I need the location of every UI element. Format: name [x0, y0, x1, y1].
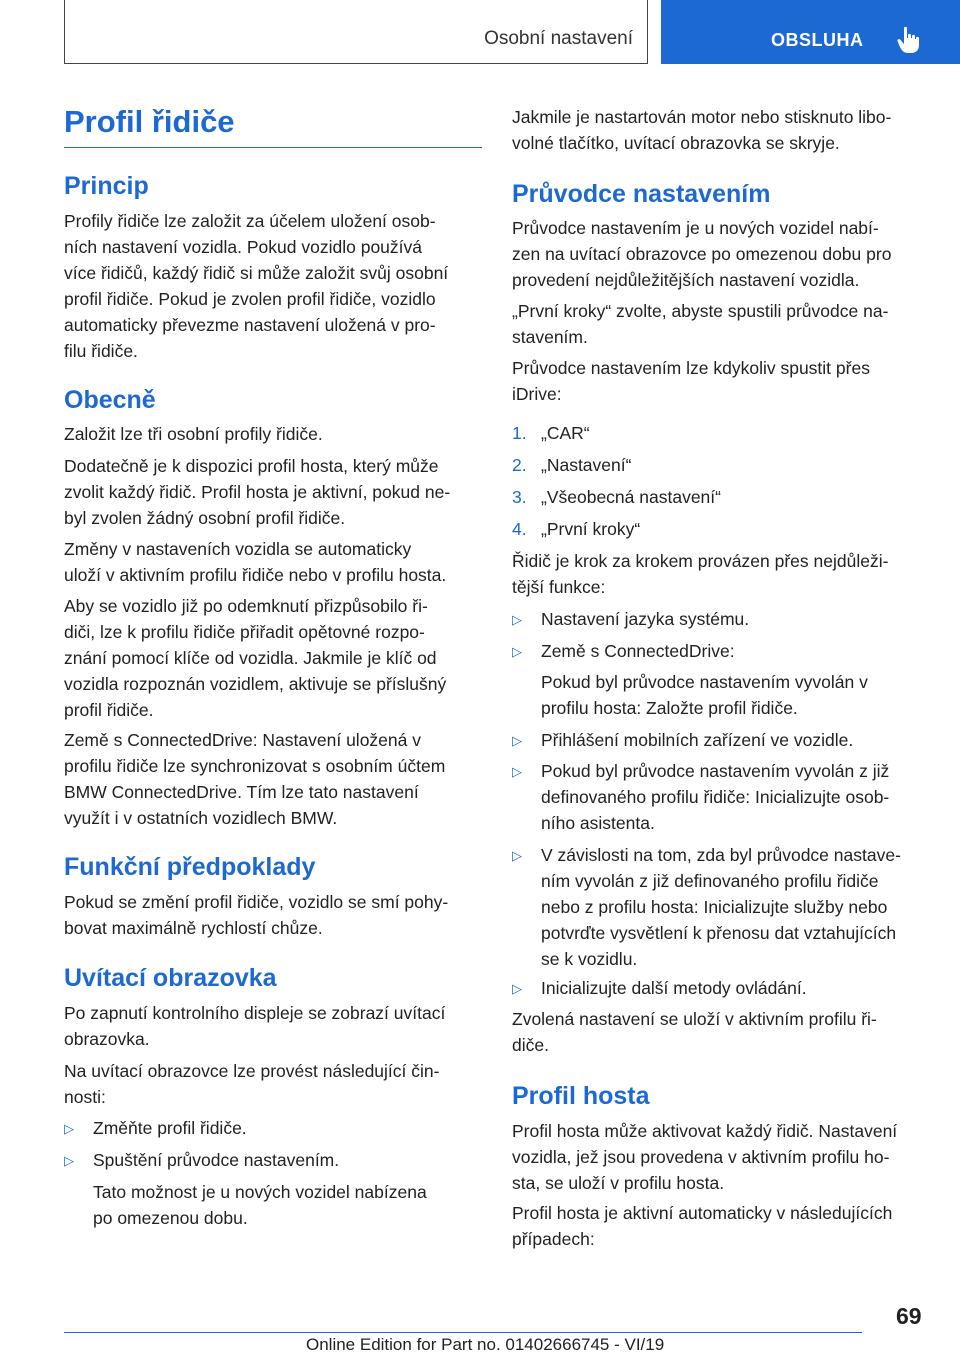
uvitaci-bullet-2-sub: Tato možnost je u nových vozidel nabízena po omezenou dobu.: [93, 1182, 427, 1228]
uvitaci-bullet-1: Změňte profil řidiče.: [93, 1118, 247, 1138]
triangle-bullet-icon: ▷: [64, 1121, 74, 1136]
heading-princip: Princip: [64, 172, 149, 200]
pruvodce-p5: Zvolená nastavení se uloží v aktivním profilu ři- diče.: [512, 1009, 877, 1055]
obecne-p2: Dodatečně je k dispozici profil hosta, který může zvolit každý řidič. Profil hosta je aktivní, pokud ne- byl zvolen žádný osobní profil řidiče.: [64, 456, 451, 528]
pruvodce-bullet-5: V závislosti na tom, zda byl průvodce nastave- ním vyvolán z již definovaného profilu řidiče nebo z profilu hosta: Inicializujte služby nebo potvrďte vysvětlení k přenosu dat vztahujících se k vozidlu.: [541, 845, 901, 969]
heading-uvitaci-obrazovka: Uvítací obrazovka: [64, 964, 277, 992]
obecne-p4: Aby se vozidlo již po odemknutí přizpůsobilo ři- diči, lze k profilu řidiče přiřadit opětovné rozpo- znání pomocí klíče od vozidla. Jakmile je klíč od vozidla rozpoznán vozidlem, aktivuje se příslušný profil řidiče.: [64, 596, 447, 720]
heading-funkcni-predpoklady: Funkční předpoklady: [64, 853, 316, 881]
triangle-bullet-icon: ▷: [512, 764, 522, 779]
funkcni-text: Pokud se změní profil řidiče, vozidlo se smí pohy- bovat maximálně rychlostí chůze.: [64, 892, 449, 938]
step-number: 3.: [512, 487, 527, 507]
triangle-bullet-icon: ▷: [512, 644, 522, 659]
footer-divider: [64, 1332, 862, 1333]
triangle-bullet-icon: ▷: [512, 733, 522, 748]
princip-text: Profily řidiče lze založit za účelem uložení osob- ních nastavení vozidla. Pokud vozidlo používá více řidičů, každý řidič si může založit svůj osobní profil řidiče. Pokud je zvolen profil řidiče, vozidlo automaticky převezme nastavení uložená v pro- filu řidiče.: [64, 211, 449, 361]
uvitaci-p2: Na uvítací obrazovce lze provést následující čin- nosti:: [64, 1061, 440, 1107]
pruvodce-p2: „První kroky“ zvolte, abyste spustili průvodce na- stavením.: [512, 301, 889, 347]
pruvodce-p4: Řidič je krok za krokem provázen přes nejdůleži- tější funkce:: [512, 551, 889, 597]
header-tab-obsluha[interactable]: [661, 0, 960, 64]
header-frame: [64, 0, 648, 64]
page-title: Profil řidiče: [64, 104, 235, 139]
pruvodce-bullet-1: Nastavení jazyka systému.: [541, 609, 750, 629]
footer-edition: Online Edition for Part no. 01402666745 - VI/19: [306, 1335, 665, 1354]
header-section-title: Osobní nastavení: [484, 28, 633, 49]
step-number: 2.: [512, 455, 527, 475]
triangle-bullet-icon: ▷: [512, 848, 522, 863]
pruvodce-bullet-2-sub: Pokud byl průvodce nastavením vyvolán v profilu hosta: Založte profil řidiče.: [541, 672, 868, 718]
title-divider: [64, 147, 482, 148]
step-text: „CAR“: [541, 423, 590, 443]
host-p2: Profil hosta je aktivní automaticky v následujících případech:: [512, 1203, 893, 1249]
obecne-p5: Země s ConnectedDrive: Nastavení uložená v profilu řidiče lze synchronizovat s osobním účtem BMW ConnectedDrive. Tím lze tato nastavení využít i v ostatních vozidlech BMW.: [64, 730, 446, 828]
triangle-bullet-icon: ▷: [512, 981, 522, 996]
step-text: „Nastavení“: [541, 455, 632, 475]
host-p1: Profil hosta může aktivovat každý řidič. Nastavení vozidla, jež jsou provedena v aktivním profilu ho- sta, se uloží v profilu hosta.: [512, 1121, 898, 1193]
heading-pruvodce-nastavenim: Průvodce nastavením: [512, 180, 771, 208]
step-number: 1.: [512, 423, 527, 443]
pruvodce-bullet-4: Pokud byl průvodce nastavením vyvolán z již definovaného profilu řidiče: Inicializujte osob- ního asistenta.: [541, 761, 890, 833]
intro-text: Jakmile je nastartován motor nebo stisknuto libo- volné tlačítko, uvítací obrazovka se skryje.: [512, 107, 892, 153]
obecne-p3: Změny v nastaveních vozidla se automaticky uloží v aktivním profilu řidiče nebo v profilu hosta.: [64, 539, 447, 585]
heading-profil-hosta: Profil hosta: [512, 1082, 650, 1110]
pointing-hand-icon: [897, 26, 921, 59]
step-text: „Všeobecná nastavení“: [541, 487, 721, 507]
triangle-bullet-icon: ▷: [512, 612, 522, 627]
uvitaci-p1: Po zapnutí kontrolního displeje se zobrazí uvítací obrazovka.: [64, 1003, 446, 1049]
triangle-bullet-icon: ▷: [64, 1153, 74, 1168]
pruvodce-p1: Průvodce nastavením je u nových vozidel nabí- zen na uvítací obrazovce po omezenou dobu pro provedení nejdůležitějších nastavení vozidla.: [512, 218, 892, 290]
pruvodce-bullet-2: Země s ConnectedDrive:: [541, 641, 735, 661]
pruvodce-p3: Průvodce nastavením lze kdykoliv spustit přes iDrive:: [512, 358, 870, 404]
step-text: „První kroky“: [541, 519, 641, 539]
pruvodce-bullet-6: Inicializujte další metody ovládání.: [541, 978, 807, 998]
obecne-p1: Založit lze tři osobní profily řidiče.: [64, 424, 323, 444]
pruvodce-bullet-3: Přihlášení mobilních zařízení ve vozidle.: [541, 730, 854, 750]
heading-obecne: Obecně: [64, 386, 156, 414]
uvitaci-bullet-2: Spuštění průvodce nastavením.: [93, 1150, 340, 1170]
page-number: 69: [896, 1303, 922, 1329]
step-number: 4.: [512, 519, 527, 539]
header-tab-label: OBSLUHA: [771, 30, 864, 50]
